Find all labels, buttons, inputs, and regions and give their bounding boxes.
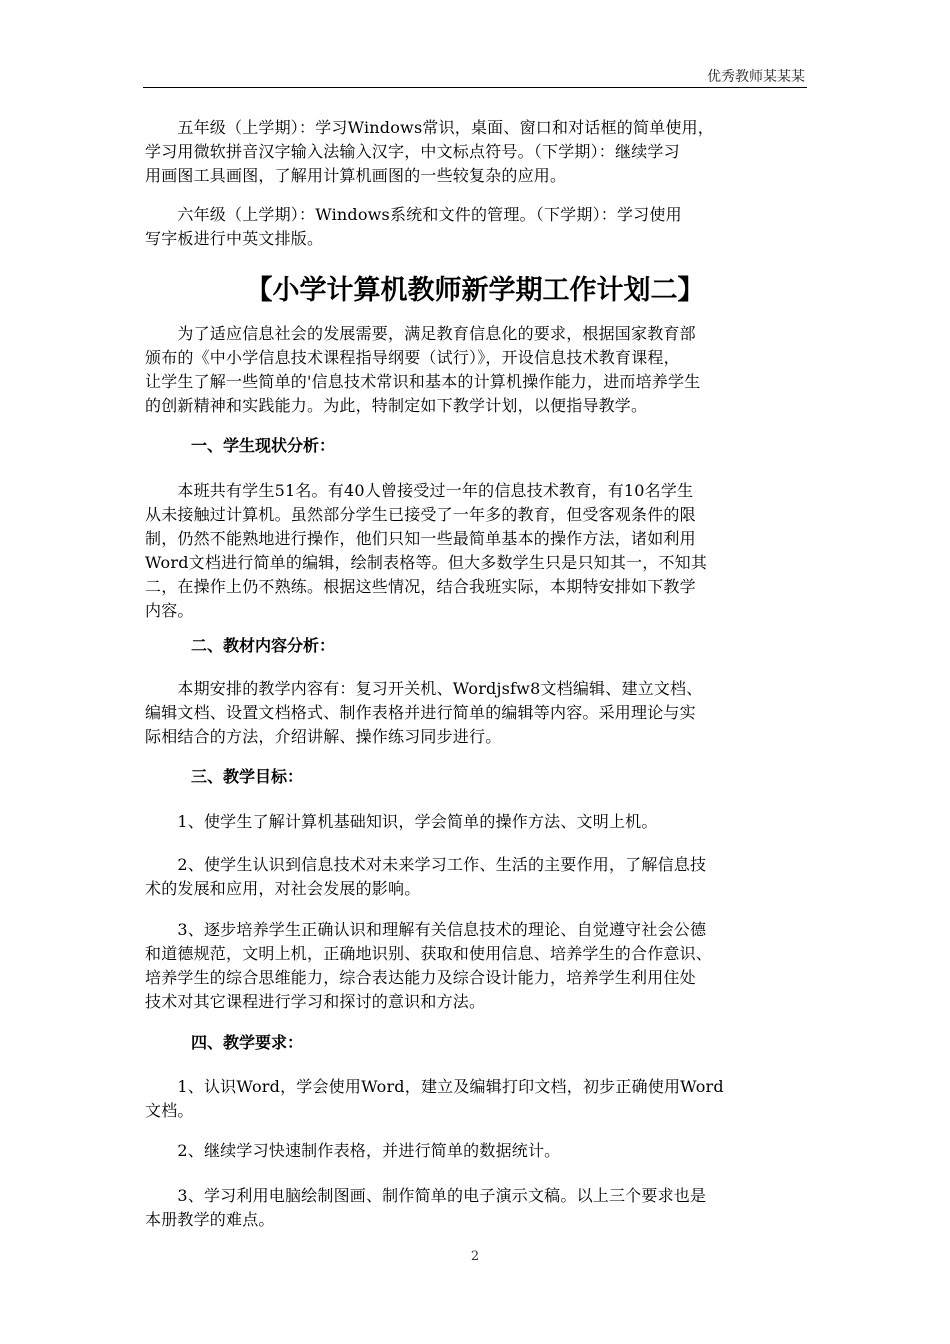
document-title: 【小学计算机教师新学期工作计划二】 [245,275,705,306]
text-line: 颁布的《中小学信息技术课程指导纲要（试行）》，开设信息技术教育课程， [145,348,680,367]
text-line: 学习用微软拼音汉字输入法输入汉字，中文标点符号。（下学期）：继续学习 [145,142,680,161]
text-line: 六年级（上学期）：Windows系统和文件的管理。（下学期）：学习使用 [145,205,682,224]
paragraph-goal-1 [145,810,807,834]
text-line: 3、学习利用电脑绘制图画、制作简单的电子演示文稿。以上三个要求也是 [145,1186,707,1205]
text-line: 制，仍然不能熟地进行操作，他们只知一些最简单基本的操作方法，诸如利用 [145,529,696,548]
text-line: 五年级（上学期）：学习Windows常识，桌面、窗口和对话框的简单使用， [145,118,714,137]
text-line: 3、逐步培养学生正确认识和理解有关信息技术的理论、自觉遵守社会公德 [145,920,707,939]
text-line: 2、继续学习快速制作表格，并进行简单的数据统计。 [145,1141,561,1160]
text-line: 文档。 [145,1101,194,1120]
text-line: 内容。 [145,601,194,620]
section-heading-2: 二、教材内容分析： [191,636,336,655]
section-heading-4: 四、教学要求： [191,1033,304,1052]
text-line: 1、使学生了解计算机基础知识，学会简单的操作方法、文明上机。 [145,812,658,831]
text-line: 从未接触过计算机。虽然部分学生已接受了一年多的教育，但受客观条件的限 [145,505,696,524]
section-heading-1: 一、学生现状分析： [191,436,336,455]
text-line: 用画图工具画图，了解用计算机画图的一些较复杂的应用。 [145,166,567,185]
page-number: 2 [470,1249,480,1264]
header-rule [143,87,807,88]
text-line: 为了适应信息社会的发展需要，满足教育信息化的要求，根据国家教育部 [145,324,696,343]
text-line: 让学生了解一些简单的'信息技术常识和基本的计算机操作能力，进而培养学生 [145,372,701,391]
text-line: 本册教学的难点。 [145,1210,275,1229]
paragraph-preface [145,322,807,418]
text-line: 编辑文档、设置文档格式、制作表格并进行简单的编辑等内容。采用理论与实 [145,703,696,722]
text-line: 术的发展和应用，对社会发展的影响。 [145,879,421,898]
text-line: 2、使学生认识到信息技术对未来学习工作、生活的主要作用，了解信息技 [145,855,707,874]
paragraph-requirement-1 [145,1075,807,1123]
paragraph-grade5 [145,116,807,188]
paragraph-goal-3 [145,918,807,1014]
text-line: 写字板进行中英文排版。 [145,229,324,248]
text-line: 技术对其它课程进行学习和探讨的意识和方法。 [145,992,486,1011]
paragraph-student-analysis [145,479,807,623]
text-line: 二，在操作上仍不熟练。根据这些情况，结合我班实际，本期特安排如下教学 [145,577,696,596]
text-line: Word文档进行简单的编辑，绘制表格等。但大多数学生只是只知其一，不知其 [145,553,708,572]
header-author: 优秀教师某某某 [707,69,805,85]
section-heading-3: 三、教学目标： [191,767,304,786]
paragraph-content-analysis [145,677,807,749]
text-line: 际相结合的方法，介绍讲解、操作练习同步进行。 [145,727,502,746]
paragraph-requirement-2 [145,1139,807,1163]
text-line: 和道德规范，文明上机，正确地识别、获取和使用信息、培养学生的合作意识、 [145,944,713,963]
text-line: 的创新精神和实践能力。为此，特制定如下教学计划，以便指导教学。 [145,396,648,415]
paragraph-goal-2 [145,853,807,901]
paragraph-grade6 [145,203,807,251]
text-line: 1、认识Word，学会使用Word，建立及编辑打印文档，初步正确使用Word [145,1077,724,1096]
paragraph-requirement-3 [145,1184,807,1232]
text-line: 本班共有学生51名。有40人曾接受过一年的信息技术教育，有10名学生 [145,481,694,500]
text-line: 培养学生的综合思维能力，综合表达能力及综合设计能力，培养学生利用住处 [145,968,696,987]
text-line: 本期安排的教学内容有：复习开关机、Wordjsfw8文档编辑、建立文档、 [145,679,703,698]
